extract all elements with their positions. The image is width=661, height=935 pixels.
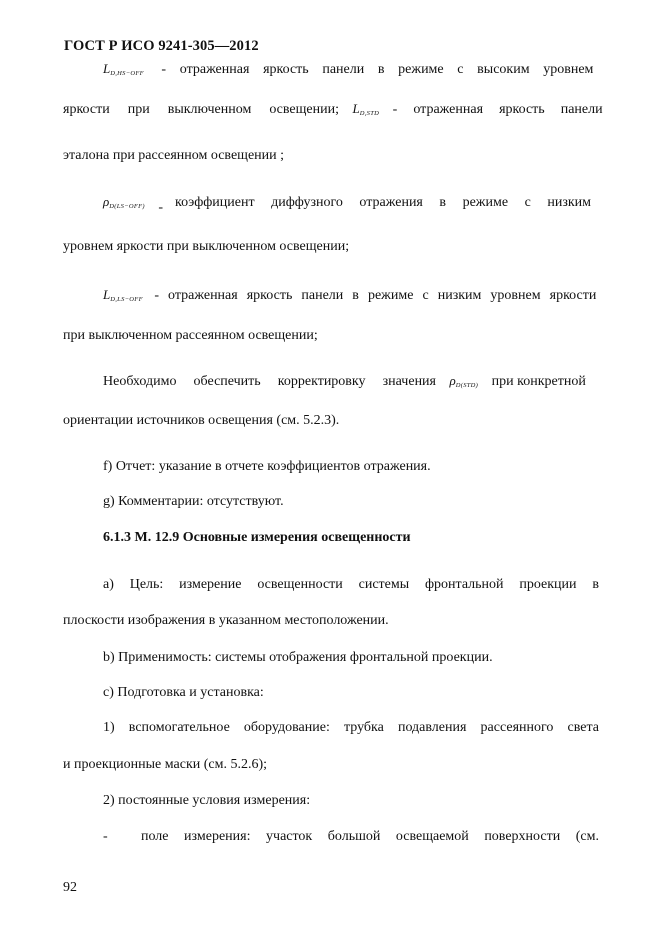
section-heading: 6.1.3 М. 12.9 Основные измерения освещенности [103, 530, 411, 545]
document-header: ГОСТ Р ИСО 9241-305—2012 [64, 38, 259, 54]
text-line-3: эталона при рассеянном освещении ; [63, 148, 285, 163]
formula-rho-d-std: $\rho_{D(STD)}$ [449, 373, 479, 389]
text-line-20: - поле измерения: участок большой освещаемой поверхности (см. [103, 829, 599, 844]
text-line-14: плоскости изображения в указанном местоположении. [63, 613, 389, 628]
text-line-5: уровнем яркости при выключенном освещении; [63, 239, 350, 254]
formula-l-d-ls-off: $L_{D,LS-OFF}$ [103, 287, 143, 303]
text-line-15: b) Применимость: системы отображения фронтальной проекции. [103, 650, 493, 665]
text-line-16: c) Подготовка и установка: [103, 685, 264, 700]
text-line-17: 1) вспомогательное оборудование: трубка подавления рассеянного света [103, 720, 599, 735]
text-line-4: $\rho_{D(LS-OFF)}$ - коэффициент диффузного отражения в режиме с низким [103, 194, 592, 215]
text-line-2: яркости при выключенном освещении; $L_{D,STD}$ - отраженная яркость панели [63, 101, 603, 117]
formula-rho-d-ls-off: $\rho_{D(LS-OFF)}$ [103, 194, 145, 210]
text-line-19: 2) постоянные условия измерения: [103, 793, 311, 808]
text-line-9: ориентации источников освещения (см. 5.2.3). [63, 413, 340, 428]
text-line-7: при выключенном рассеянном освещении; [63, 328, 318, 343]
text-line-6: $L_{D,LS-OFF}$ - отраженная яркость панели в режиме с низким уровнем яркости [103, 287, 597, 303]
text-line-13: a) Цель: измерение освещенности системы фронтальной проекции в [103, 577, 599, 592]
formula-l-d-std: $L_{D,STD}$ [352, 101, 380, 117]
text-line-10: f) Отчет: указание в отчете коэффициентов отражения. [103, 459, 431, 474]
text-line-8: Необходимо обеспечить корректировку значения $\rho_{D(STD)}$ при конкретной [103, 373, 586, 389]
formula-l-d-hs-off: $L_{D,HS-OFF}$ [103, 61, 144, 77]
text-line-11: g) Комментарии: отсутствуют. [103, 494, 284, 509]
page-number: 92 [63, 880, 77, 895]
text-line-1: $L_{D,HS-OFF}$ - отраженная яркость панели в режиме с высоким уровнем [103, 61, 594, 77]
text-line-18: и проекционные маски (см. 5.2.6); [63, 757, 268, 772]
